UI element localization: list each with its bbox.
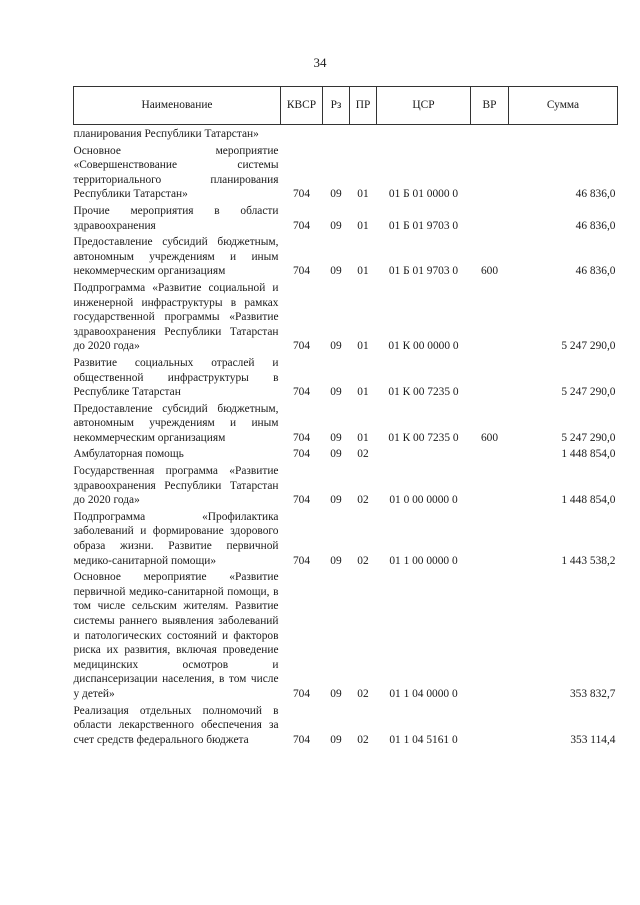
row-pr: 01 (357, 386, 369, 399)
row-kvsr: 704 (292, 448, 311, 461)
row-rz: 09 (330, 188, 342, 201)
budget-table (73, 86, 618, 747)
row-csr: 01 К 00 7235 0 (388, 386, 459, 399)
row-vr (471, 125, 509, 142)
row-csr: 01 Б 01 9703 0 (388, 265, 459, 278)
row-pr: 01 (357, 431, 369, 444)
row-sum: 353 832,7 (569, 687, 616, 700)
row-kvsr: 704 (292, 494, 311, 507)
row-pr: 01 (357, 188, 369, 201)
row-csr: 01 0 00 0000 0 (389, 494, 458, 507)
row-kvsr: 704 (292, 219, 311, 232)
row-rz: 09 (330, 265, 342, 278)
table-row (74, 354, 618, 400)
page-number: 34 (313, 55, 327, 70)
row-kvsr: 704 (292, 687, 311, 700)
row-vr (471, 568, 509, 701)
row-name: Основное мероприятие «Развитие первичной медико-санитарной помощи, в том числе сельским жителям. Развитие системы раннего выявления заболеваний и патологических состояний и факторов риска их развития, включая проведение медицинских осмотров и диспансеризации населения, в том числе у детей» (73, 571, 279, 700)
row-vr (471, 702, 509, 748)
row-sum: 1 448 854,0 (561, 494, 616, 507)
row-sum: 5 247 290,0 (561, 340, 616, 353)
row-rz: 09 (330, 448, 342, 461)
row-vr: 600 (480, 265, 499, 278)
row-csr: 01 К 00 7235 0 (388, 431, 459, 444)
row-kvsr: 704 (292, 265, 311, 278)
row-rz (323, 125, 350, 142)
table-row (74, 125, 618, 142)
table-header-row (74, 87, 618, 125)
row-rz: 09 (330, 733, 342, 746)
row-pr (350, 125, 377, 142)
row-kvsr: 704 (292, 188, 311, 201)
row-csr (377, 445, 471, 462)
row-name: Подпрограмма «Профилактика заболеваний и формирование здорового образа жизни. Развитие первичной медико-санитарной помощи» (73, 510, 279, 567)
header-csr: ЦСР (377, 87, 471, 125)
row-rz: 09 (330, 219, 342, 232)
row-name: Подпрограмма «Развитие социальной и инженерной инфраструктуры в рамках государственной программы «Развитие здравоохранения Республики Татарстан до 2020 года» (73, 281, 279, 353)
row-kvsr: 704 (292, 431, 311, 444)
row-sum: 46 836,0 (575, 219, 616, 232)
row-sum: 1 448 854,0 (561, 448, 616, 461)
row-kvsr (281, 125, 323, 142)
row-pr: 02 (357, 554, 369, 567)
row-name: Реализация отдельных полномочий в области лекарственного обеспечения за счет средств федерального бюджета (73, 704, 279, 746)
row-csr: 01 1 04 5161 0 (389, 733, 458, 746)
table-row (74, 462, 618, 508)
row-name: Амбулаторная помощь (73, 448, 184, 461)
row-rz: 09 (330, 431, 342, 444)
row-csr: 01 К 00 0000 0 (388, 340, 459, 353)
header-vr: ВР (471, 87, 509, 125)
header-sum: Сумма (509, 87, 618, 125)
row-sum: 5 247 290,0 (561, 386, 616, 399)
row-sum: 46 836,0 (575, 188, 616, 201)
row-pr: 02 (357, 494, 369, 507)
table-row (74, 445, 618, 462)
header-kvsr: КВСР (281, 87, 323, 125)
row-csr: 01 1 00 0000 0 (389, 554, 458, 567)
header-rz: Рз (323, 87, 350, 125)
row-vr: 600 (480, 431, 499, 444)
row-csr (377, 125, 471, 142)
table-row (74, 508, 618, 568)
row-name: Прочие мероприятия в области здравоохранения (73, 204, 279, 232)
row-sum: 1 443 538,2 (561, 554, 616, 567)
row-csr: 01 1 04 0000 0 (389, 687, 458, 700)
row-name: Основное мероприятие «Совершенствование системы территориального планирования Республики Татарстан» (73, 144, 279, 201)
row-rz: 09 (330, 494, 342, 507)
row-name: планирования Республики Татарстан» (73, 128, 259, 140)
row-name: Развитие социальных отраслей и общественной инфраструктуры в Республике Татарстан (73, 356, 279, 399)
table-row (74, 142, 618, 202)
table-row (74, 400, 618, 446)
row-name: Государственная программа «Развитие здравоохранения Республики Татарстан до 2020 года» (73, 465, 279, 507)
row-pr: 01 (357, 340, 369, 353)
row-vr (471, 462, 509, 508)
row-name: Предоставление субсидий бюджетным, автономным учреждениям и иным некоммерческим организациям (73, 402, 279, 444)
row-kvsr: 704 (292, 554, 311, 567)
row-rz: 09 (330, 687, 342, 700)
row-vr (471, 445, 509, 462)
row-rz: 09 (330, 386, 342, 399)
row-sum (509, 125, 618, 142)
row-vr (471, 202, 509, 233)
row-vr (471, 508, 509, 568)
row-vr (471, 354, 509, 400)
row-pr: 02 (357, 448, 369, 461)
table-row (74, 568, 618, 701)
row-kvsr: 704 (292, 386, 311, 399)
row-sum: 46 836,0 (575, 265, 616, 278)
row-sum: 5 247 290,0 (561, 431, 616, 444)
row-vr (471, 142, 509, 202)
table-row (74, 233, 618, 279)
row-pr: 01 (357, 219, 369, 232)
row-kvsr: 704 (292, 733, 311, 746)
row-vr (471, 279, 509, 354)
row-pr: 02 (357, 687, 369, 700)
table-row (74, 279, 618, 354)
table-row (74, 702, 618, 748)
row-csr: 01 Б 01 9703 0 (388, 219, 459, 232)
row-rz: 09 (330, 340, 342, 353)
row-csr: 01 Б 01 0000 0 (388, 188, 459, 201)
table-row (74, 202, 618, 233)
header-name: Наименование (74, 87, 281, 125)
row-pr: 02 (357, 733, 369, 746)
row-kvsr: 704 (292, 340, 311, 353)
row-sum: 353 114,4 (570, 733, 616, 746)
row-name: Предоставление субсидий бюджетным, автономным учреждениям и иным некоммерческим организациям (73, 236, 279, 278)
row-rz: 09 (330, 554, 342, 567)
header-pr: ПР (350, 87, 377, 125)
row-pr: 01 (357, 265, 369, 278)
